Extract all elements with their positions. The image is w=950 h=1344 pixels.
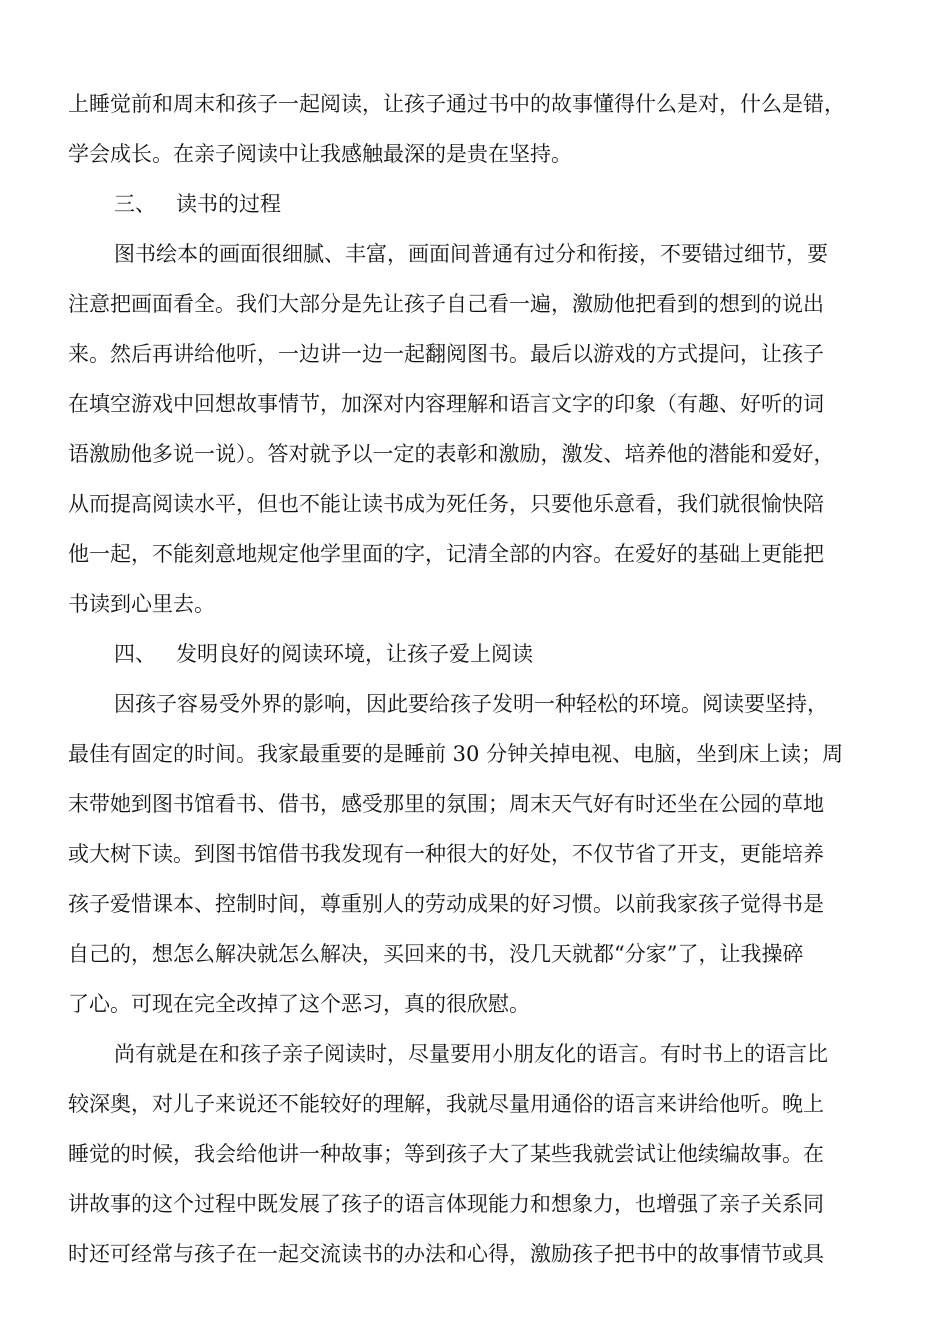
paragraph-reading-environment	[68, 679, 888, 1029]
text-line: 或大树下读。到图书馆借书我发现有一种很大的好处，不仅节省了开支，更能培养	[68, 842, 824, 866]
text-line: 在填空游戏中回想故事情节，加深对内容理解和语言文字的印象（有趣、好听的词	[68, 392, 824, 416]
section-heading-3	[68, 179, 888, 229]
text-line: 上睡觉前和周末和孩子一起阅读，让孩子通过书中的故事懂得什么是对，什么是错，	[68, 92, 845, 116]
text-line: 孩子爱惜课本、控制时间，尊重别人的劳动成果的好习惯。以前我家孩子觉得书是	[68, 892, 824, 916]
paragraph-reading-process	[68, 229, 888, 629]
section-heading-4	[68, 629, 888, 679]
heading-title: 发明良好的阅读环境，让孩子爱上阅读	[176, 642, 533, 666]
text-line: 学会成长。在亲子阅读中让我感触最深的是贵在坚持。	[68, 142, 572, 166]
text-line: 来。然后再讲给他听，一边讲一边一起翻阅图书。最后以游戏的方式提问，让孩子	[68, 342, 824, 366]
text-line: 最佳有固定的时间。我家最重要的是睡前 30 分钟关掉电视、电脑，坐到床上读；周	[68, 742, 844, 766]
text-line: 尚有就是在和孩子亲子阅读时，尽量要用小朋友化的语言。有时书上的语言比	[114, 1042, 828, 1066]
text-line: 注意把画面看全。我们大部分是先让孩子自己看一遍，激励他把看到的想到的说出	[68, 292, 824, 316]
text-line: 从而提高阅读水平，但也不能让读书成为死任务，只要他乐意看，我们就很愉快陪	[68, 492, 824, 516]
heading-number: 三、	[114, 192, 156, 216]
text-line: 他一起，不能刻意地规定他学里面的字，记清全部的内容。在爱好的基础上更能把	[68, 542, 824, 566]
text-line: 讲故事的这个过程中既发展了孩子的语言体现能力和想象力，也增强了亲子关系同	[68, 1192, 824, 1216]
text-line: 书读到心里去。	[68, 592, 215, 616]
text-line: 较深奥，对儿子来说还不能较好的理解，我就尽量用通俗的语言来讲给他听。晚上	[68, 1092, 824, 1116]
paragraph-continuation	[68, 79, 888, 179]
text-line: 时还可经常与孩子在一起交流读书的办法和心得，激励孩子把书中的故事情节或具	[68, 1242, 824, 1266]
text-line: 了心。可现在完全改掉了这个恶习，真的很欣慰。	[68, 992, 530, 1016]
paragraph-child-language	[68, 1029, 888, 1279]
text-line: 语激励他多说一说）。答对就予以一定的表彰和激励，激发、培养他的潜能和爱好，	[68, 442, 835, 466]
text-line: 睡觉的时候，我会给他讲一种故事；等到孩子大了某些我就尝试让他续编故事。在	[68, 1142, 824, 1166]
heading-number: 四、	[114, 642, 156, 666]
text-line: 图书绘本的画面很细腻、丰富，画面间普通有过分和衔接，不要错过细节，要	[114, 242, 828, 266]
text-line: 末带她到图书馆看书、借书，感受那里的氛围；周末天气好有时还坐在公园的草地	[68, 792, 824, 816]
heading-title: 读书的过程	[176, 192, 281, 216]
text-line: 因孩子容易受外界的影响，因此要给孩子发明一种轻松的环境。阅读要坚持，	[114, 692, 828, 716]
text-line: 自己的，想怎么解决就怎么解决，买回来的书，没几天就都“分家”了，让我操碎	[68, 942, 804, 966]
